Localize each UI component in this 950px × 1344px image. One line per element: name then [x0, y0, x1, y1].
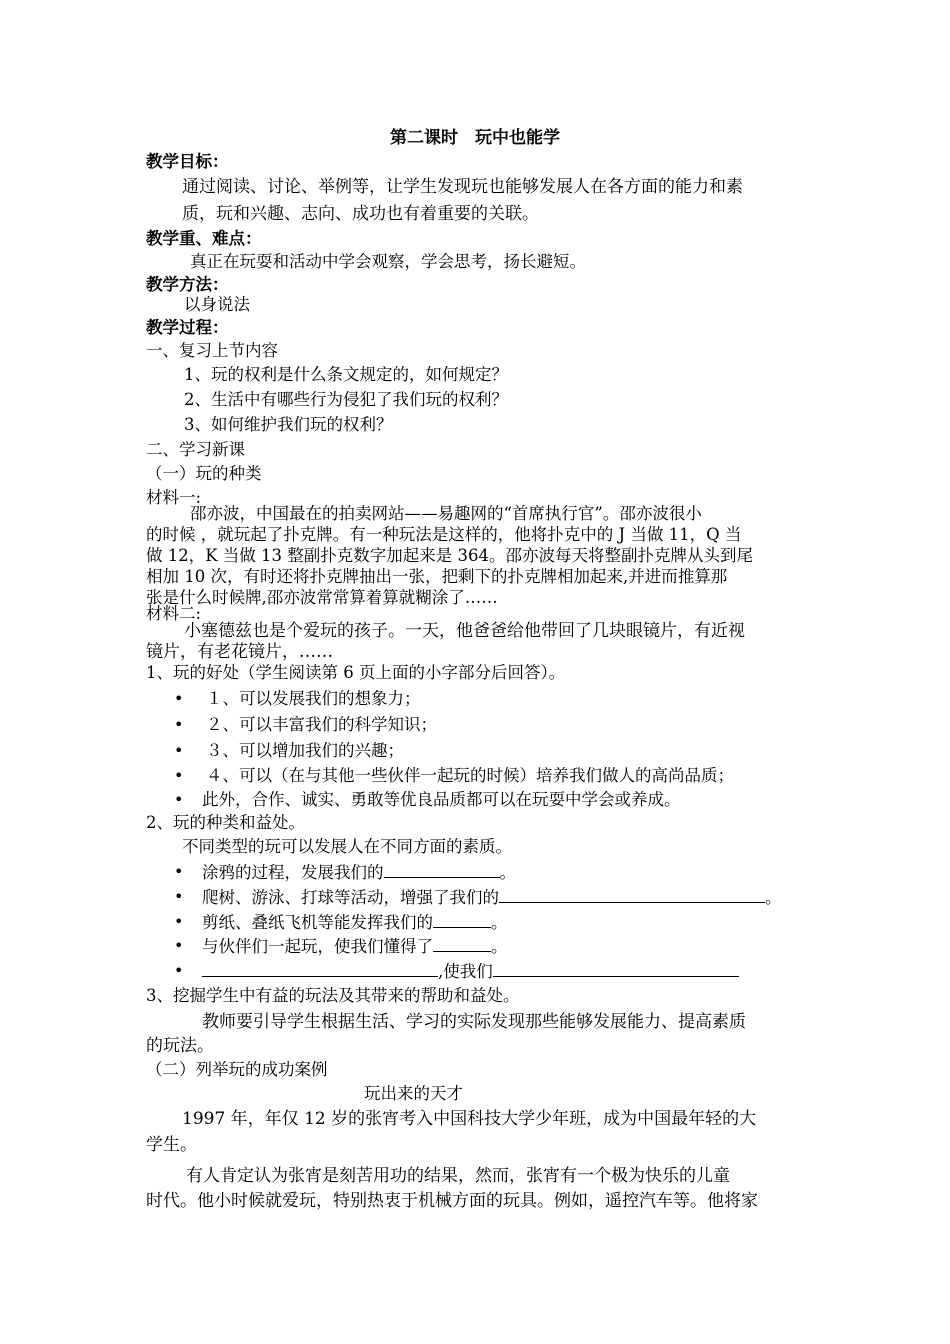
review-question: 1、玩的权利是什么条文规定的，如何规定？: [184, 365, 508, 384]
benefit-item: ３、可以增加我们的兴趣；: [206, 741, 404, 760]
material-text-line: 小塞德兹也是个爱玩的孩子。一天，他爸爸给他带回了几块眼镜片，有近视: [184, 621, 745, 641]
point-text-line: 的玩法。: [146, 1036, 214, 1056]
fill-in-period: 。: [765, 888, 782, 907]
answer-blank: [433, 935, 491, 952]
fill-in-text: 涂鸦的过程，发展我们的: [202, 863, 384, 882]
point-heading: 3、挖掘学生中有益的玩法及其带来的帮助和益处。: [146, 986, 520, 1005]
fill-in-item: [202, 935, 508, 958]
story-text-line: 有人肯定认为张宵是刻苦用功的结果，然而，张宵有一个极为快乐的儿童: [186, 1166, 730, 1186]
material-text-line: 的时候 ，就玩起了扑克牌。有一种玩法是这样的，他将扑克中的 J 当做 11，Q 当: [146, 525, 742, 544]
key-text: 真正在玩耍和活动中学会观察，学会思考，扬长避短。: [190, 252, 586, 271]
material-text-line: 邵亦波，中国最在的拍卖网站——易趣网的“首席执行官”。邵亦波很小: [190, 504, 702, 523]
fill-in-text: ,使我们: [438, 962, 493, 981]
benefit-item: １、可以发展我们的想象力；: [206, 689, 421, 708]
section-heading: 一、复习上节内容: [146, 341, 278, 360]
review-question: 2、生活中有哪些行为侵犯了我们玩的权利？: [184, 390, 508, 409]
point-heading: 1、玩的好处（学生阅读第 6 页上面的小字部分后回答）。: [146, 663, 566, 682]
material-label: 材料一:: [146, 488, 202, 507]
fill-in-item: [202, 911, 508, 934]
answer-blank: [499, 886, 765, 903]
answer-blank: [384, 861, 500, 878]
point-heading: 2、玩的种类和益处。: [146, 813, 305, 832]
material-text-line: 做 12，K 当做 13 整副扑克数字加起来是 364。邵亦波每天将整副扑克牌从头到尾: [146, 546, 754, 565]
bullet-icon: •: [174, 961, 184, 980]
process-heading: 教学过程：: [146, 318, 229, 337]
story-text-line: 学生。: [146, 1135, 197, 1155]
point-text-line: 教师要引导学生根据生活、学习的实际发现那些能够发展能力、提高素质: [202, 1012, 746, 1032]
story-text-line: 时代。他小时候就爱玩，特别热衷于机械方面的玩具。例如，遥控汽车等。他将家: [146, 1191, 758, 1211]
bullet-icon: •: [174, 862, 184, 881]
point-intro: 不同类型的玩可以发展人在不同方面的素质。: [182, 837, 512, 856]
goal-text-line: 通过阅读、讨论、举例等，让学生发现玩也能够发展人在各方面的能力和素: [182, 177, 743, 197]
benefit-item: ４、可以（在与其他一些伙伴一起玩的时候）培养我们做人的高尚品质；: [206, 766, 734, 785]
goal-text-line: 质，玩和兴趣、志向、成功也有着重要的关联。: [182, 204, 539, 224]
fill-in-period: 。: [499, 863, 516, 882]
benefit-item: ２、可以丰富我们的科学知识；: [206, 715, 437, 734]
fill-in-text: 剪纸、叠纸飞机等能发挥我们的: [202, 913, 433, 932]
benefit-item: 此外，合作、诚实、勇敢等优良品质都可以在玩耍中学会或养成。: [202, 790, 681, 809]
fill-in-period: 。: [491, 937, 508, 956]
bullet-icon: •: [174, 741, 184, 760]
bullet-icon: •: [174, 912, 184, 931]
story-title: 玩出来的天才: [364, 1084, 463, 1103]
bullet-icon: •: [174, 715, 184, 734]
key-heading: 教学重、难点：: [146, 229, 262, 248]
material-text-line: 相加 10 次，有时还将扑克牌抽出一张，把剩下的扑克牌相加起来,并进而推算那: [146, 567, 728, 586]
fill-in-period: 。: [491, 913, 508, 932]
bullet-icon: •: [174, 936, 184, 955]
method-heading: 教学方法：: [146, 275, 229, 294]
bullet-icon: •: [174, 766, 184, 785]
fill-in-text: 与伙伴们一起玩，使我们懂得了: [202, 937, 433, 956]
fill-in-item: [202, 861, 516, 884]
answer-blank: [202, 960, 438, 977]
fill-in-text: 爬树、游泳、打球等活动，增强了我们的: [202, 888, 499, 907]
review-question: 3、如何维护我们玩的权利？: [184, 415, 393, 434]
fill-in-item: [202, 960, 739, 983]
subsection-heading: （一）玩的种类: [146, 464, 262, 483]
method-text: 以身说法: [184, 295, 250, 314]
story-text-line: 1997 年，年仅 12 岁的张宵考入中国科技大学少年班，成为中国最年轻的大: [182, 1109, 757, 1129]
section-heading: 二、学习新课: [146, 440, 245, 459]
bullet-icon: •: [174, 790, 184, 809]
goal-heading: 教学目标：: [146, 152, 229, 171]
fill-in-item: [202, 886, 782, 909]
material-text-line: 镜片，有老花镜片，……: [146, 642, 333, 662]
answer-blank: [493, 960, 739, 977]
material-label: 材料二:: [146, 604, 202, 623]
material-text-line: 张是什么时候牌,邵亦波常常算着算就糊涂了……: [146, 588, 498, 607]
bullet-icon: •: [174, 689, 184, 708]
subsection-heading: （二）列举玩的成功案例: [146, 1060, 328, 1079]
bullet-icon: •: [174, 887, 184, 906]
page-title: 第二课时 玩中也能学: [390, 128, 560, 148]
answer-blank: [433, 911, 491, 928]
